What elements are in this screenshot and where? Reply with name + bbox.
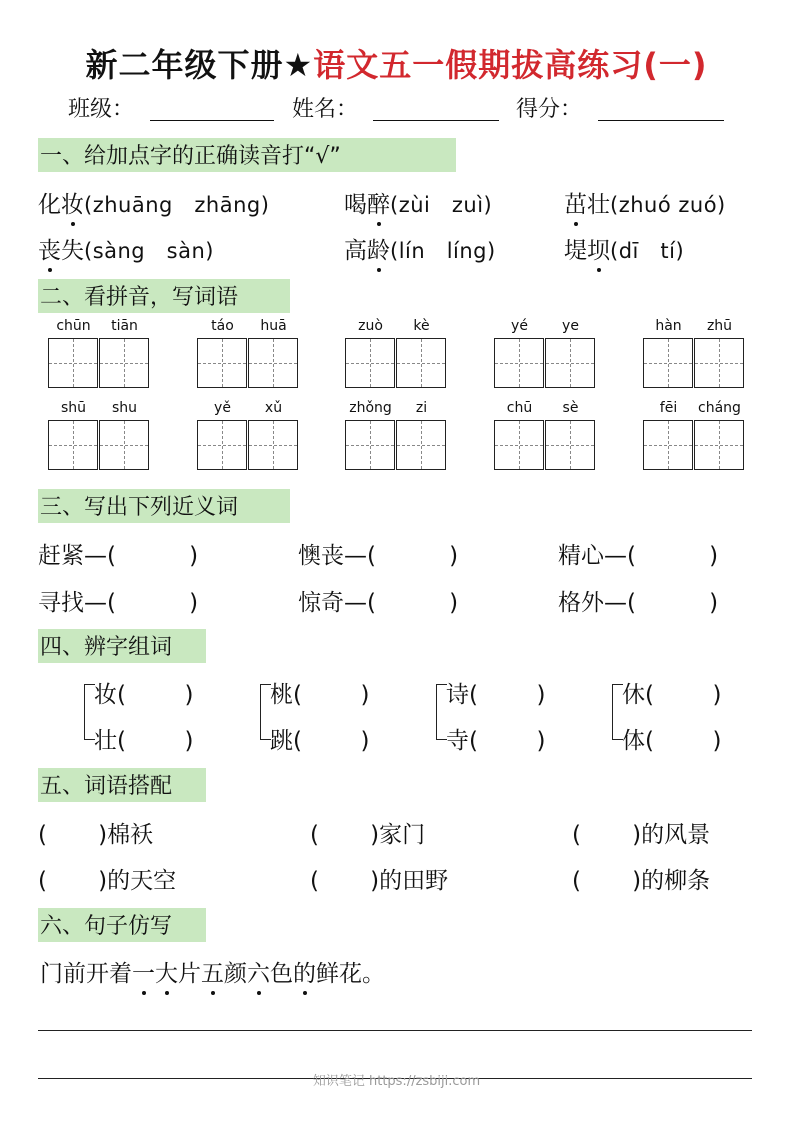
tianzige-boxes — [48, 338, 150, 388]
guide-line — [719, 421, 720, 469]
pronunciation-item — [38, 186, 269, 219]
dotted-char: 茁 — [564, 186, 587, 219]
word-char: 喝 — [344, 192, 367, 218]
pinyin-label — [197, 400, 299, 418]
pinyin-options[interactable]: (zhuó zuó) — [610, 193, 726, 217]
guide-line — [519, 421, 520, 469]
pinyin-options[interactable]: (zhuāng zhāng) — [84, 193, 270, 217]
guide-line — [273, 421, 274, 469]
model-sentence — [40, 955, 385, 988]
tianzige-boxes — [494, 420, 596, 470]
worksheet-title — [0, 40, 793, 86]
sentence-text: 鲜花。 — [316, 961, 385, 987]
synonym-item[interactable]: 赶紧—( ) — [38, 543, 199, 569]
pinyin-syllable: chū — [506, 400, 533, 416]
sentence-text: 色 — [270, 961, 293, 987]
synonym-item[interactable]: 精心—( ) — [558, 543, 719, 569]
pinyin-syllable: chūn — [56, 318, 91, 334]
pinyin-syllable: kè — [413, 318, 430, 334]
section-2-title: 二、看拼音，写词语 — [38, 279, 290, 313]
pinyin-syllable: táo — [211, 318, 234, 334]
section-3-title: 三、写出下列近义词 — [38, 489, 290, 523]
guide-line — [421, 421, 422, 469]
char-compare-item[interactable]: 跳( ) — [270, 728, 370, 754]
char-compare-item[interactable]: 体( ) — [622, 728, 722, 754]
tianzige-boxes — [345, 420, 447, 470]
pinyin-syllable: sè — [562, 400, 579, 416]
char-compare-item[interactable]: 寺( ) — [446, 728, 546, 754]
guide-line — [668, 339, 669, 387]
synonym-item[interactable]: 寻找—( ) — [38, 590, 199, 616]
sentence-text: 片 — [178, 961, 201, 987]
tianzige-box[interactable] — [248, 420, 298, 470]
word-char: 高 — [344, 238, 367, 264]
guide-line — [222, 421, 223, 469]
footer-watermark: 知识笔记 https://zsbiji.com — [312, 1074, 481, 1089]
pinyin-options[interactable]: (sàng sàn) — [84, 239, 214, 263]
char-compare-item[interactable]: 壮( ) — [94, 728, 194, 754]
class-input-line[interactable] — [150, 120, 274, 121]
phrase-match-item[interactable]: ( )的柳条 — [572, 868, 711, 894]
pinyin-syllable: shū — [60, 400, 87, 416]
synonym-item[interactable]: 惊奇—( ) — [298, 590, 459, 616]
pinyin-syllable: ye — [562, 318, 579, 334]
tianzige-box[interactable] — [345, 420, 395, 470]
dotted-char: 妆 — [61, 186, 84, 219]
section-1-title: 一、给加点字的正确读音打“√” — [38, 138, 456, 172]
tianzige-boxes — [494, 338, 596, 388]
tianzige-box[interactable] — [99, 420, 149, 470]
tianzige-box[interactable] — [48, 420, 98, 470]
name-label: 姓名： — [292, 97, 359, 122]
pinyin-syllable: zhǒng — [349, 400, 392, 416]
phrase-match-item[interactable]: ( )棉袄 — [38, 822, 154, 848]
char-compare-item[interactable]: 桃( ) — [270, 682, 370, 708]
guide-line — [719, 339, 720, 387]
char-compare-item[interactable]: 休( ) — [622, 682, 722, 708]
tianzige-box[interactable] — [197, 338, 247, 388]
tianzige-box[interactable] — [396, 420, 446, 470]
guide-line — [273, 339, 274, 387]
tianzige-box[interactable] — [643, 420, 693, 470]
dotted-char: 五 — [201, 955, 224, 988]
tianzige-box[interactable] — [545, 338, 595, 388]
pinyin-syllable: fēi — [659, 400, 678, 416]
pinyin-syllable: tiān — [111, 318, 138, 334]
dotted-char: 六 — [247, 955, 270, 988]
pinyin-options[interactable]: (dī tí) — [610, 239, 685, 263]
tianzige-boxes — [345, 338, 447, 388]
pinyin-label — [345, 400, 447, 418]
tianzige-box[interactable] — [345, 338, 395, 388]
pinyin-syllable: yě — [214, 400, 231, 416]
section-5-title: 五、词语搭配 — [38, 768, 206, 802]
pronunciation-item — [344, 232, 496, 265]
word-char: 化 — [38, 192, 61, 218]
tianzige-boxes — [48, 420, 150, 470]
sentence-text: 颜 — [224, 961, 247, 987]
phrase-match-item[interactable]: ( )的风景 — [572, 822, 711, 848]
section-6-title: 六、句子仿写 — [38, 908, 206, 942]
answer-line-1[interactable] — [38, 1030, 752, 1031]
pinyin-syllable: huā — [260, 318, 287, 334]
guide-line — [421, 339, 422, 387]
guide-line — [73, 421, 74, 469]
tianzige-box[interactable] — [494, 338, 544, 388]
tianzige-box[interactable] — [694, 420, 744, 470]
pinyin-label — [643, 400, 745, 418]
pinyin-label — [494, 400, 596, 418]
pinyin-label — [197, 318, 299, 336]
class-label: 班级： — [68, 97, 135, 122]
pinyin-label — [494, 318, 596, 336]
guide-line — [370, 339, 371, 387]
dotted-char: 一 — [132, 955, 155, 988]
name-input-line[interactable] — [373, 120, 499, 121]
pronunciation-item — [38, 232, 214, 265]
word-char: 堤 — [564, 238, 587, 264]
word-char: 壮 — [587, 192, 610, 218]
pinyin-label — [643, 318, 745, 336]
dotted-char: 丧 — [38, 232, 61, 265]
tianzige-box[interactable] — [545, 420, 595, 470]
dotted-char: 坝 — [587, 232, 610, 265]
synonym-item[interactable]: 懊丧—( ) — [298, 543, 459, 569]
pinyin-syllable: xǔ — [264, 400, 283, 416]
tianzige-box[interactable] — [396, 338, 446, 388]
char-compare-item[interactable]: 诗( ) — [446, 682, 546, 708]
pronunciation-item — [344, 186, 492, 219]
pronunciation-item — [564, 186, 726, 219]
tianzige-boxes — [197, 338, 299, 388]
dotted-char: 龄 — [367, 232, 390, 265]
guide-line — [124, 339, 125, 387]
phrase-match-item[interactable]: ( )的天空 — [38, 868, 177, 894]
guide-line — [222, 339, 223, 387]
word-char: 失 — [61, 238, 84, 264]
tianzige-boxes — [643, 420, 745, 470]
pinyin-syllable: zi — [415, 400, 428, 416]
guide-line — [370, 421, 371, 469]
pinyin-syllable: zhū — [706, 318, 733, 334]
score-input-line[interactable] — [598, 120, 724, 121]
pinyin-syllable: hàn — [655, 318, 682, 334]
char-compare-item[interactable]: 妆( ) — [94, 682, 194, 708]
phrase-match-item[interactable]: ( )的田野 — [310, 868, 449, 894]
guide-line — [570, 339, 571, 387]
tianzige-box[interactable] — [197, 420, 247, 470]
tianzige-boxes — [197, 420, 299, 470]
phrase-match-item[interactable]: ( )家门 — [310, 822, 426, 848]
section-4-title: 四、辨字组词 — [38, 629, 206, 663]
pinyin-options[interactable]: (zùi zuì) — [390, 193, 493, 217]
pinyin-syllable: cháng — [698, 400, 741, 416]
synonym-item[interactable]: 格外—( ) — [558, 590, 719, 616]
pinyin-syllable: yé — [511, 318, 528, 334]
tianzige-box[interactable] — [643, 338, 693, 388]
dotted-char: 醉 — [367, 186, 390, 219]
pinyin-options[interactable]: (lín líng) — [390, 239, 496, 263]
tianzige-box[interactable] — [248, 338, 298, 388]
guide-line — [124, 421, 125, 469]
guide-line — [519, 339, 520, 387]
dotted-char: 大 — [155, 955, 178, 988]
tianzige-box[interactable] — [494, 420, 544, 470]
pronunciation-item — [564, 232, 684, 265]
sentence-text: 门前开着 — [40, 961, 132, 987]
guide-line — [73, 339, 74, 387]
guide-line — [570, 421, 571, 469]
dotted-char: 的 — [293, 955, 316, 988]
pinyin-label — [345, 318, 447, 336]
tianzige-box[interactable] — [48, 338, 98, 388]
guide-line — [668, 421, 669, 469]
pinyin-label — [48, 400, 150, 418]
tianzige-boxes — [643, 338, 745, 388]
tianzige-box[interactable] — [694, 338, 744, 388]
pinyin-syllable: shu — [111, 400, 138, 416]
tianzige-box[interactable] — [99, 338, 149, 388]
score-label: 得分： — [516, 97, 583, 122]
pinyin-label — [48, 318, 150, 336]
pinyin-syllable: zuò — [358, 318, 383, 334]
title-grade: 新二年级下册★ — [85, 46, 314, 84]
title-subject: 语文五一假期拔高练习(一) — [313, 46, 708, 84]
